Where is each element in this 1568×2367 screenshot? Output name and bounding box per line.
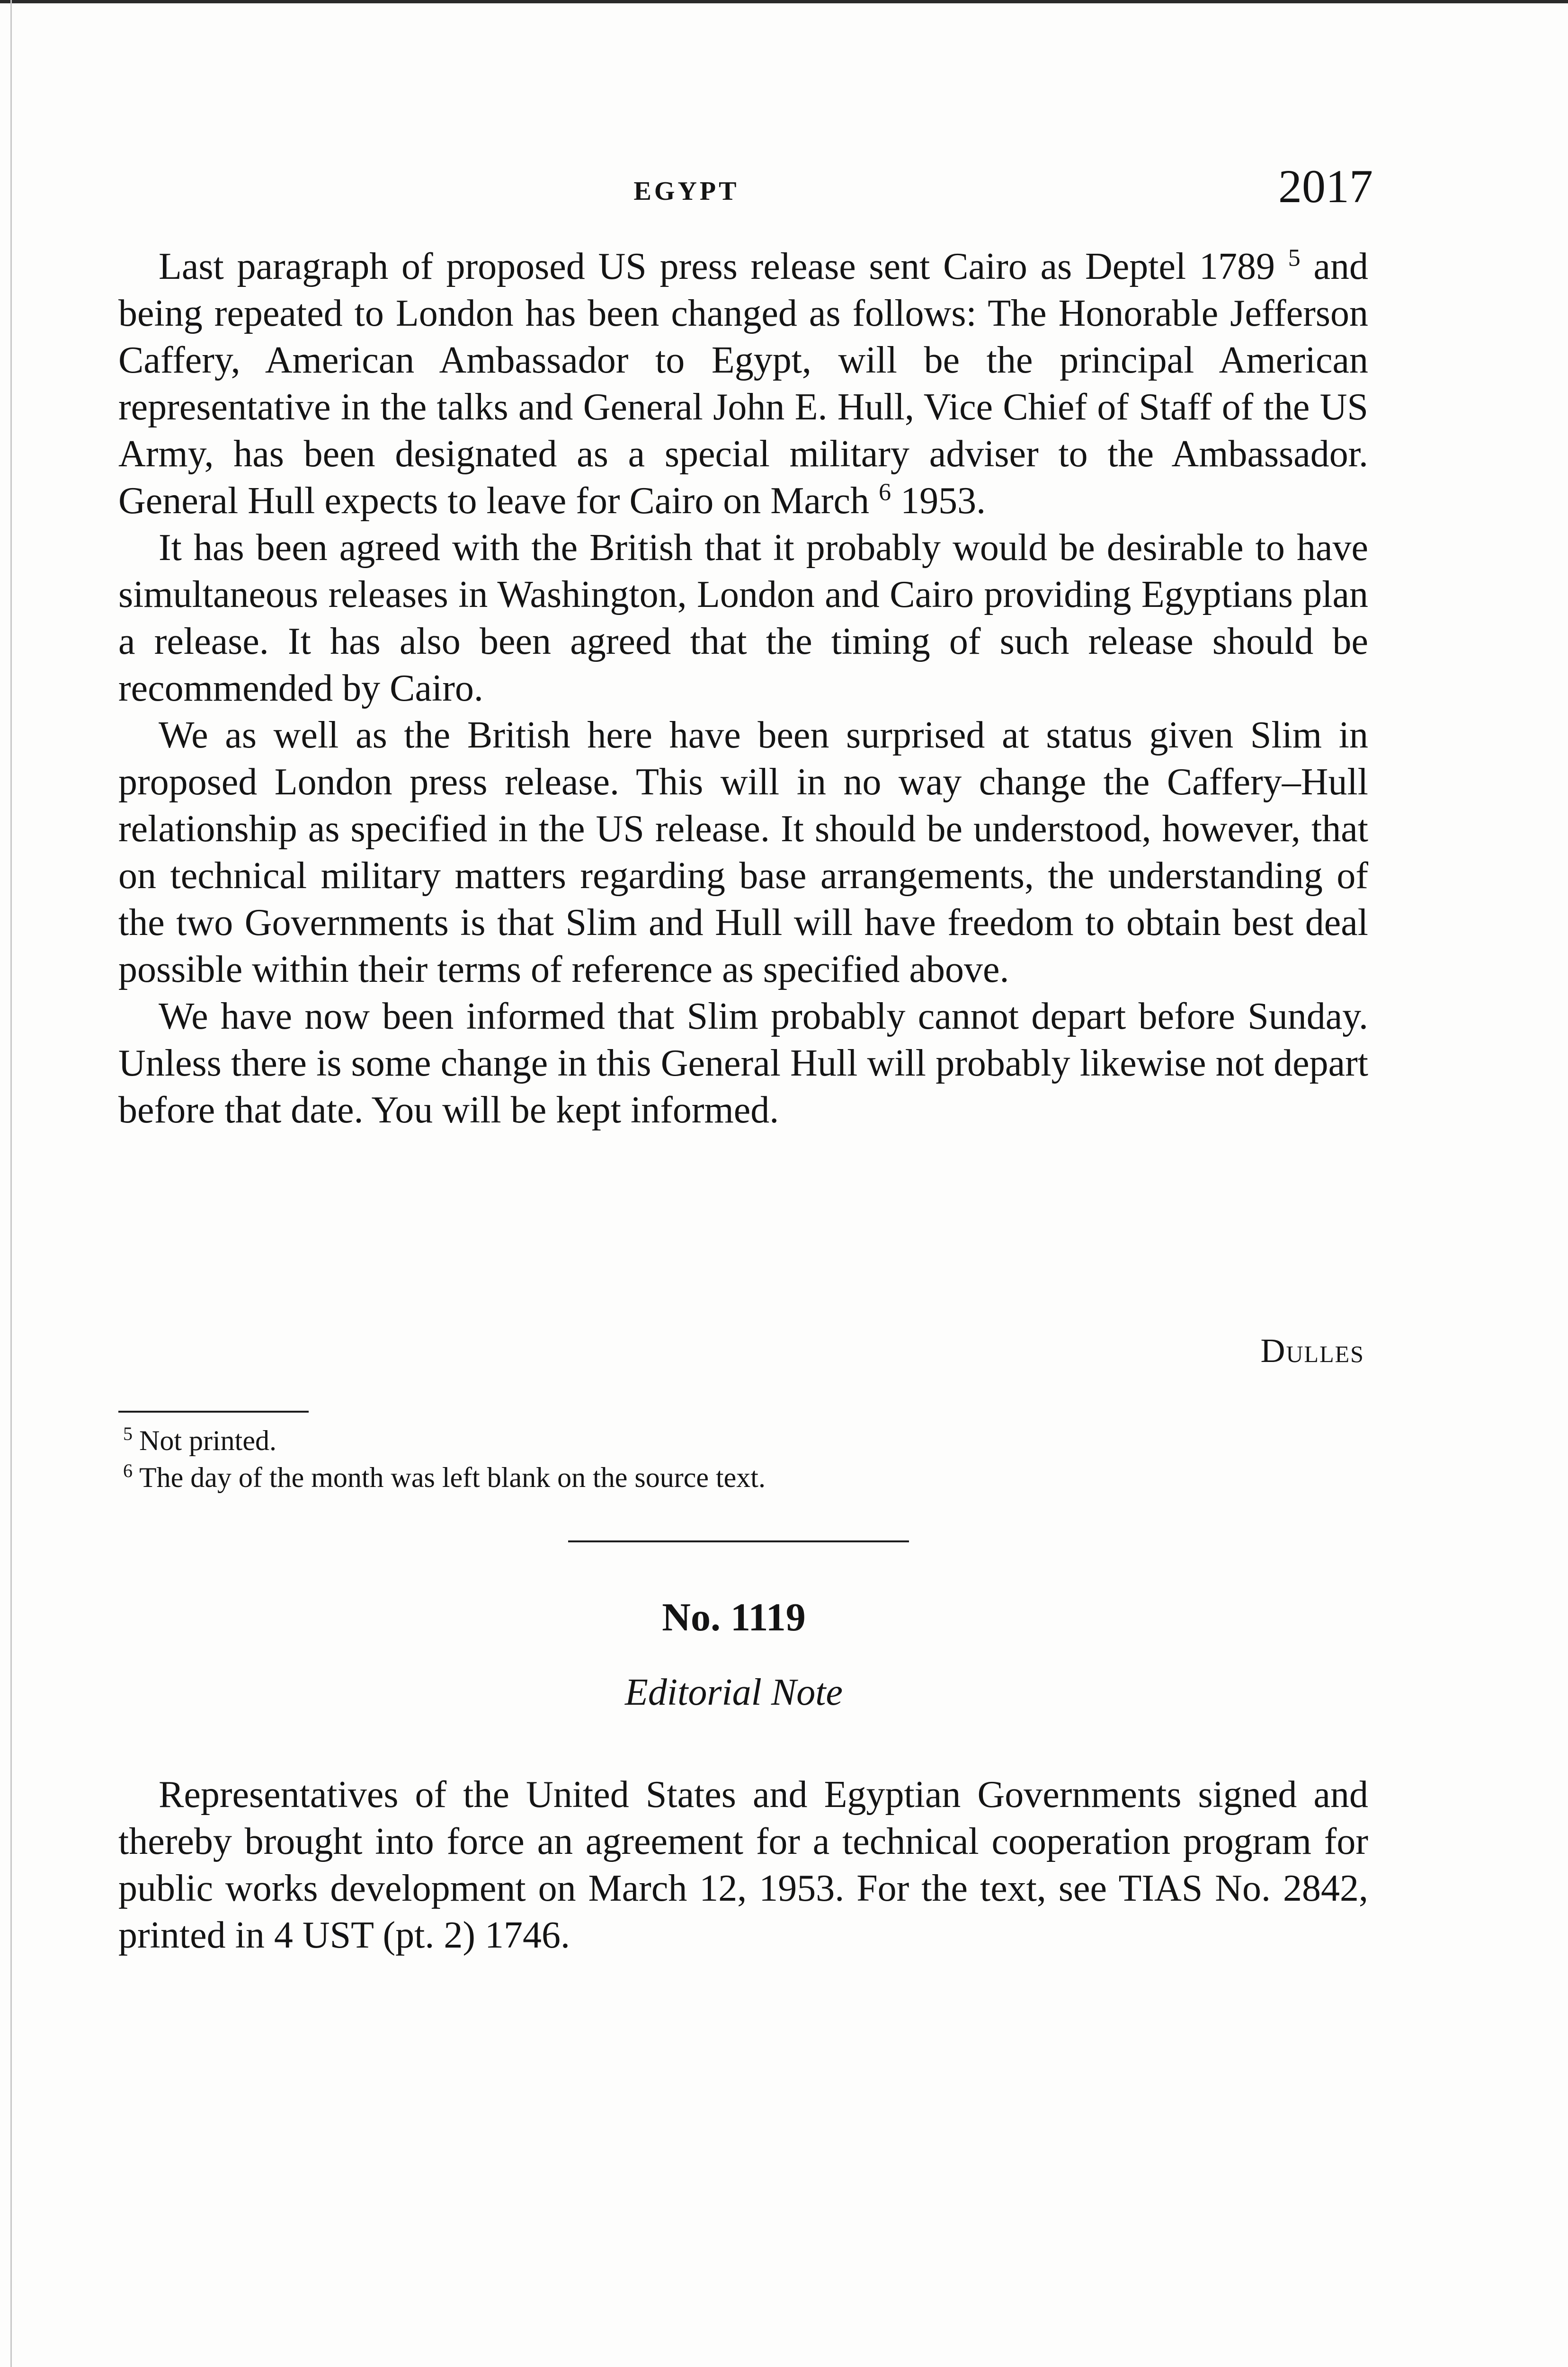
letter-paragraph-3: We as well as the British here have been surprised at status given Slim in proposed London press release. This will in no way change the Caffery–Hull relationship as specified in the US release. It should be understood, however, that on technical military matters regarding base arrangements, the understanding of the two Governments is that Slim and Hull will have freedom to obtain best deal possible within their terms of reference as specified above. (118, 714, 1368, 990)
footnote-text: The day of the month was left blank on the source text. (139, 1462, 766, 1493)
letter-body (118, 243, 1368, 1134)
scan-edge (10, 0, 12, 2367)
footnotes (123, 1422, 1354, 1496)
footnote-item (123, 1459, 1354, 1496)
running-head: EGYPT (633, 177, 739, 206)
letter-paragraph-4: We have now been informed that Slim probably cannot depart before Sunday. Unless there is some change in this General Hull will probably likewise not depart before that date. You will be kept informed. (118, 996, 1368, 1131)
document-number: No. 1119 (662, 1595, 806, 1639)
editorial-paragraph: Representatives of the United States and Egyptian Governments signed and thereby brought into force an agreement for a technical cooperation program for public works development on March 12, 1953. For the text, see TIAS No. 2842, printed in 4 UST (pt. 2) 1746. (118, 1774, 1368, 1956)
letter-paragraph-2: It has been agreed with the British that it probably would be desirable to have simultaneous releases in Washington, London and Cairo providing Egyptians plan a release. It has also been agreed that the timing of such release should be recommended by Cairo. (118, 527, 1368, 709)
footnote-ref-6: 6 (879, 479, 891, 506)
top-border (0, 0, 1568, 3)
letter-paragraph-1 (118, 243, 1368, 525)
letter-paragraph-1-text-c: 1953. (900, 480, 986, 522)
footnote-mark: 5 (123, 1423, 133, 1444)
footnote-ref-5: 5 (1288, 244, 1301, 272)
footnote-mark: 6 (123, 1460, 133, 1481)
editorial-note-body (118, 1771, 1368, 1959)
document-subtitle: Editorial Note (625, 1672, 843, 1713)
page-number: 2017 (1278, 160, 1373, 213)
footnote-item (123, 1422, 1354, 1459)
footnote-divider (118, 1411, 309, 1413)
letter-paragraph-1-text-b: and being repeated to London has been changed as follows: The Honorable Jefferson Caffery, American Ambassador to Egypt, will be the principal American representative in the talks and General John E. Hull, Vice Chief of Staff of the US Army, has been designated as a special military adviser to the Ambassador. General Hull expects to leave for Cairo on March (118, 246, 1369, 522)
section-divider (568, 1540, 909, 1542)
letter-paragraph-1-text-a: Last paragraph of proposed US press release sent Cairo as Deptel 1789 (159, 246, 1275, 287)
signature: Dulles (1260, 1332, 1364, 1370)
footnote-text: Not printed. (139, 1425, 276, 1456)
